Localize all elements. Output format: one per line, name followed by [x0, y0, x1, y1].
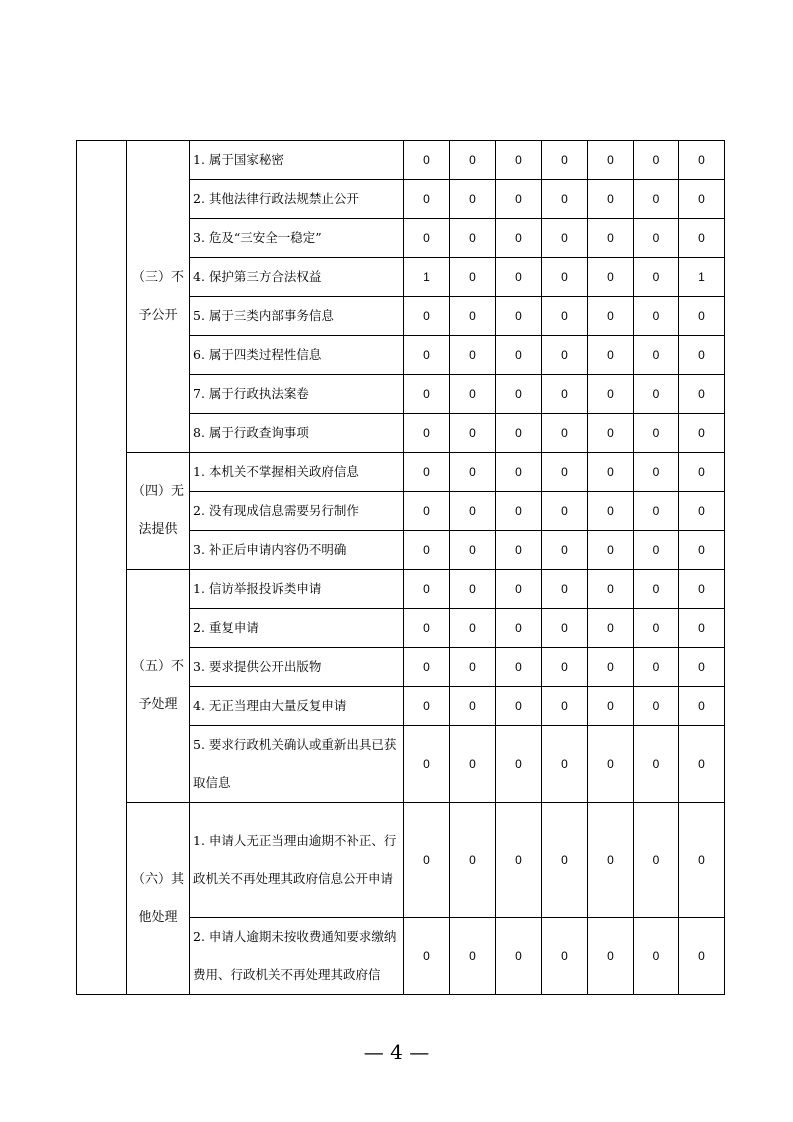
value-cell: 0 [634, 531, 679, 570]
value-cell: 0 [542, 648, 588, 687]
item-label: 8. 属于行政查询事项 [190, 414, 404, 453]
value-cell: 0 [450, 258, 496, 297]
value-cell: 0 [634, 336, 679, 375]
value-cell: 0 [496, 414, 542, 453]
value-cell: 0 [542, 570, 588, 609]
value-cell: 0 [542, 453, 588, 492]
value-cell: 1 [404, 258, 450, 297]
item-label: 1. 申请人无正当理由逾期不补正、行政机关不再处理其政府信息公开申请 [190, 803, 404, 918]
value-cell: 0 [496, 648, 542, 687]
value-cell: 0 [450, 414, 496, 453]
value-cell: 0 [679, 570, 725, 609]
value-cell: 0 [588, 219, 634, 258]
value-cell: 0 [404, 453, 450, 492]
value-cell: 0 [679, 414, 725, 453]
value-cell: 0 [634, 414, 679, 453]
value-cell: 0 [542, 141, 588, 180]
value-cell: 0 [679, 803, 725, 918]
value-cell: 0 [450, 570, 496, 609]
value-cell: 0 [542, 492, 588, 531]
value-cell: 0 [542, 414, 588, 453]
value-cell: 0 [588, 453, 634, 492]
value-cell: 0 [679, 609, 725, 648]
value-cell: 0 [588, 297, 634, 336]
value-cell: 0 [450, 453, 496, 492]
value-cell: 0 [634, 375, 679, 414]
value-cell: 0 [679, 726, 725, 803]
value-cell: 0 [450, 336, 496, 375]
value-cell: 0 [450, 531, 496, 570]
value-cell: 0 [588, 414, 634, 453]
item-label: 3. 危及“三安全一稳定” [190, 219, 404, 258]
table-row [77, 803, 725, 918]
value-cell: 0 [496, 297, 542, 336]
value-cell: 0 [404, 336, 450, 375]
value-cell: 0 [634, 726, 679, 803]
item-label: 6. 属于四类过程性信息 [190, 336, 404, 375]
value-cell: 0 [588, 570, 634, 609]
value-cell: 0 [542, 180, 588, 219]
value-cell: 0 [588, 141, 634, 180]
value-cell: 0 [450, 648, 496, 687]
value-cell: 0 [450, 803, 496, 918]
value-cell: 0 [404, 609, 450, 648]
value-cell: 0 [404, 492, 450, 531]
category-label: （五）不予处理 [127, 570, 190, 803]
table-row [77, 570, 725, 609]
statistics-table [76, 140, 725, 995]
value-cell: 0 [634, 453, 679, 492]
value-cell: 0 [404, 687, 450, 726]
item-label: 3. 要求提供公开出版物 [190, 648, 404, 687]
value-cell: 0 [496, 687, 542, 726]
value-cell: 0 [542, 375, 588, 414]
value-cell: 0 [679, 687, 725, 726]
page-number: — 4 — [363, 1040, 430, 1064]
value-cell: 0 [496, 141, 542, 180]
value-cell: 0 [588, 492, 634, 531]
value-cell: 0 [450, 726, 496, 803]
value-cell: 0 [588, 375, 634, 414]
value-cell: 0 [634, 648, 679, 687]
value-cell: 0 [542, 726, 588, 803]
value-cell: 0 [404, 375, 450, 414]
value-cell: 0 [496, 531, 542, 570]
value-cell: 0 [542, 803, 588, 918]
value-cell: 0 [542, 609, 588, 648]
value-cell: 0 [679, 531, 725, 570]
value-cell: 0 [450, 219, 496, 258]
value-cell: 0 [496, 492, 542, 531]
item-label: 1. 信访举报投诉类申请 [190, 570, 404, 609]
value-cell: 0 [588, 918, 634, 995]
value-cell: 0 [542, 258, 588, 297]
value-cell: 0 [404, 531, 450, 570]
value-cell: 0 [404, 570, 450, 609]
value-cell: 0 [634, 180, 679, 219]
category-label: （四）无法提供 [127, 453, 190, 570]
value-cell: 0 [450, 609, 496, 648]
item-label: 4. 保护第三方合法权益 [190, 258, 404, 297]
value-cell: 0 [679, 375, 725, 414]
item-label: 2. 申请人逾期未按收费通知要求缴纳费用、行政机关不再处理其政府信 [190, 918, 404, 995]
value-cell: 0 [679, 492, 725, 531]
item-label: 1. 本机关不掌握相关政府信息 [190, 453, 404, 492]
item-label: 7. 属于行政执法案卷 [190, 375, 404, 414]
value-cell: 0 [496, 180, 542, 219]
value-cell: 0 [588, 180, 634, 219]
value-cell: 0 [634, 219, 679, 258]
value-cell: 0 [634, 492, 679, 531]
value-cell: 0 [450, 918, 496, 995]
value-cell: 0 [634, 609, 679, 648]
value-cell: 0 [679, 336, 725, 375]
value-cell: 0 [634, 570, 679, 609]
value-cell: 0 [496, 803, 542, 918]
value-cell: 0 [404, 180, 450, 219]
value-cell: 0 [496, 336, 542, 375]
value-cell: 0 [679, 180, 725, 219]
value-cell: 0 [404, 803, 450, 918]
item-label: 4. 无正当理由大量反复申请 [190, 687, 404, 726]
value-cell: 0 [542, 336, 588, 375]
value-cell: 0 [450, 141, 496, 180]
value-cell: 0 [679, 453, 725, 492]
value-cell: 0 [496, 570, 542, 609]
value-cell: 0 [542, 918, 588, 995]
value-cell: 0 [450, 687, 496, 726]
value-cell: 0 [679, 141, 725, 180]
value-cell: 0 [404, 648, 450, 687]
value-cell: 0 [450, 375, 496, 414]
value-cell: 0 [542, 297, 588, 336]
value-cell: 0 [404, 297, 450, 336]
value-cell: 0 [404, 918, 450, 995]
value-cell: 0 [404, 141, 450, 180]
value-cell: 0 [679, 918, 725, 995]
item-label: 3. 补正后申请内容仍不明确 [190, 531, 404, 570]
value-cell: 0 [588, 531, 634, 570]
value-cell: 0 [542, 687, 588, 726]
value-cell: 0 [496, 726, 542, 803]
value-cell: 1 [679, 258, 725, 297]
value-cell: 0 [588, 687, 634, 726]
value-cell: 0 [634, 258, 679, 297]
item-label: 2. 重复申请 [190, 609, 404, 648]
value-cell: 0 [588, 803, 634, 918]
item-label: 2. 没有现成信息需要另行制作 [190, 492, 404, 531]
value-cell: 0 [634, 687, 679, 726]
table-row [77, 453, 725, 492]
value-cell: 0 [496, 219, 542, 258]
value-cell: 0 [496, 609, 542, 648]
value-cell: 0 [588, 336, 634, 375]
value-cell: 0 [634, 918, 679, 995]
value-cell: 0 [404, 726, 450, 803]
item-label: 2. 其他法律行政法规禁止公开 [190, 180, 404, 219]
table-row [77, 141, 725, 180]
category-label: （三）不予公开 [127, 141, 190, 453]
value-cell: 0 [634, 141, 679, 180]
item-label: 5. 属于三类内部事务信息 [190, 297, 404, 336]
value-cell: 0 [588, 258, 634, 297]
item-label: 1. 属于国家秘密 [190, 141, 404, 180]
value-cell: 0 [542, 219, 588, 258]
value-cell: 0 [588, 609, 634, 648]
value-cell: 0 [496, 918, 542, 995]
value-cell: 0 [542, 531, 588, 570]
value-cell: 0 [404, 219, 450, 258]
value-cell: 0 [450, 492, 496, 531]
value-cell: 0 [496, 258, 542, 297]
value-cell: 0 [634, 297, 679, 336]
value-cell: 0 [588, 726, 634, 803]
value-cell: 0 [450, 180, 496, 219]
value-cell: 0 [450, 297, 496, 336]
value-cell: 0 [634, 803, 679, 918]
value-cell: 0 [679, 648, 725, 687]
outer-category-cell [77, 141, 127, 995]
value-cell: 0 [404, 414, 450, 453]
item-label: 5. 要求行政机关确认或重新出具已获取信息 [190, 726, 404, 803]
value-cell: 0 [588, 648, 634, 687]
value-cell: 0 [496, 375, 542, 414]
value-cell: 0 [679, 297, 725, 336]
category-label: （六）其他处理 [127, 803, 190, 995]
value-cell: 0 [679, 219, 725, 258]
value-cell: 0 [496, 453, 542, 492]
